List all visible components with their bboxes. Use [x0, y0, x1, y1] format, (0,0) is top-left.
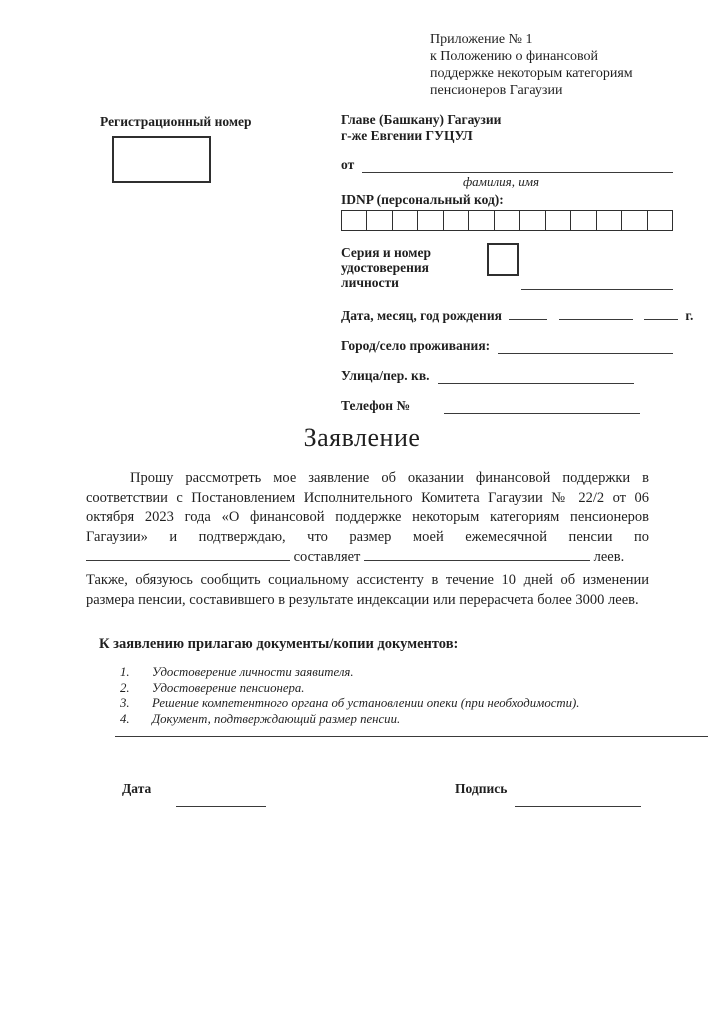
city-field — [341, 338, 673, 354]
city-label: Город/село проживания: — [341, 338, 491, 353]
city-blank-line — [498, 340, 673, 354]
idnp-cell — [571, 211, 596, 230]
from-blank-line — [362, 159, 673, 173]
idnp-cell — [622, 211, 647, 230]
idnp-grid — [341, 210, 673, 231]
list-item: Удостоверение пенсионера. — [152, 680, 305, 695]
document-title: Заявление — [303, 423, 421, 452]
idnp-cell — [648, 211, 672, 230]
birth-year-suffix: г. — [685, 308, 694, 323]
from-label: от — [341, 157, 355, 172]
idnp-cell — [444, 211, 469, 230]
street-blank-line — [438, 370, 634, 384]
appendix-line: поддержке некоторым категориям — [430, 66, 633, 81]
idnp-cell — [367, 211, 392, 230]
appendix-line: к Положению о финансовой — [430, 49, 598, 64]
from-field — [341, 157, 673, 173]
phone-label: Телефон № — [341, 398, 411, 413]
appendix-header — [430, 31, 633, 99]
idnp-cell — [546, 211, 571, 230]
signature-label: Подпись — [455, 781, 508, 796]
street-field — [341, 368, 673, 384]
idnp-cell — [342, 211, 367, 230]
extra-documents-line — [115, 736, 708, 737]
id-series-blank-line — [521, 245, 673, 290]
addressee-line: г-же Евгении ГУЦУЛ — [341, 128, 473, 143]
from-hint: фамилия, имя — [462, 174, 540, 189]
phone-blank-line — [444, 400, 640, 414]
idnp-label: IDNP (персональный код): — [341, 192, 504, 207]
date-label: Дата — [122, 781, 152, 796]
list-item: Решение компетентного органа об установлении опеки (при необходимости). — [152, 696, 580, 710]
attachments-list — [120, 665, 640, 727]
list-item: Удостоверение личности заявителя. — [152, 665, 354, 679]
idnp-cell — [469, 211, 494, 230]
appendix-line: Приложение № 1 — [430, 32, 533, 47]
idnp-cell — [597, 211, 622, 230]
id-series-field — [341, 245, 673, 290]
date-blank-line — [176, 793, 266, 807]
idnp-cell — [418, 211, 443, 230]
signature-blank-line — [515, 793, 641, 807]
birth-date-label: Дата, месяц, год рождения — [341, 308, 502, 323]
birth-month-blank — [559, 306, 633, 320]
attachments-heading: К заявлению прилагаю документы/копии документов: — [99, 636, 459, 652]
paragraph-request — [86, 469, 649, 568]
street-label: Улица/пер. кв. — [341, 368, 430, 383]
phone-field — [341, 398, 673, 414]
appendix-line: пенсионеров Гагаузии — [430, 83, 563, 98]
registration-number-label: Регистрационный номер — [100, 114, 252, 129]
birth-day-blank — [509, 306, 547, 320]
paragraph-request-text: Прошу рассмотреть мое заявление об оказании финансовой поддержки в соответствии с Постановлением Исполнительного Комитета Гагаузии № 22/2 от 06 октября 2023 года «О финансовой поддержке некоторым категориям пенсионеров Гагаузии» и подтверждаю, что размер моей ежемесячной пенсии по — [86, 470, 649, 545]
paragraph-request-verb: составляет — [293, 549, 361, 565]
birth-date-field — [341, 306, 694, 324]
id-series-label: Серия и номер удостоверения личности — [341, 245, 431, 290]
addressee-line: Главе (Башкану) Гагаузии — [341, 112, 502, 127]
pension-type-blank — [86, 547, 290, 561]
list-item: Документ, подтверждающий размер пенсии. — [152, 711, 401, 726]
form-column — [341, 112, 694, 414]
registration-number-box — [112, 136, 211, 183]
idnp-cell — [520, 211, 545, 230]
idnp-cell — [393, 211, 418, 230]
currency-label: леев. — [593, 549, 625, 565]
id-series-box — [487, 243, 519, 276]
paragraph-obligation: Также, обязуюсь сообщить социальному ассистенту в течение 10 дней об изменении размера пенсии, составившего в результате индексации или перерасчета более 3000 леев. — [86, 572, 649, 608]
birth-year-blank — [644, 306, 678, 320]
pension-amount-blank — [364, 547, 590, 561]
idnp-cell — [495, 211, 520, 230]
